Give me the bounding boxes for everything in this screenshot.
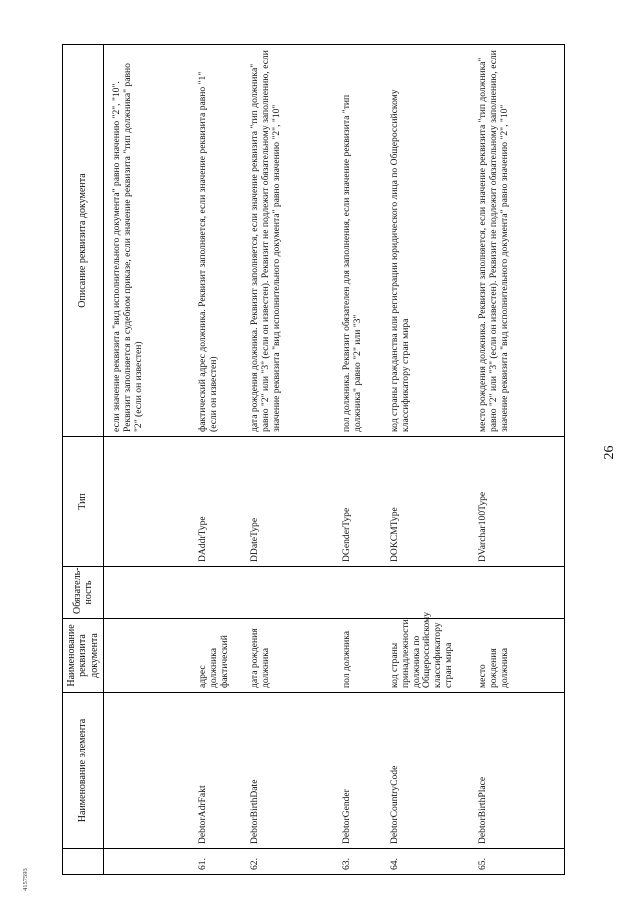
requisite-name: пол должника [340,619,388,693]
required-flag [340,567,388,619]
requisite-name: дата рождения должника [248,619,340,693]
type-name: DVarchar100Type [476,437,564,567]
header-required: Обязатель-ность [63,567,104,619]
row-number [110,849,196,875]
requisite-description: фактический адрес должника. Реквизит заполняется, если значение реквизита равно "1" (если он известен) [196,45,248,437]
row-number: 65. [476,849,564,875]
table-row [196,45,248,875]
type-name: DDateType [248,437,340,567]
type-name: DAddrType [196,437,248,567]
row-number: 61. [196,849,248,875]
requisite-description: пол должника. Реквизит обязателен для заполнения, если значение реквизита "тип должника" равно "2" или "3" [340,45,388,437]
header-element: Наименование элемента [63,693,104,849]
requisite-description: если значение реквизита "вид исполнительного документа" равно значению "2", "10". Реквизит заполняется в судебном приказе, если значение реквизита "тип должника" равно "2" (если он известен) [110,45,196,437]
element-name: DebtorGender [340,693,388,849]
element-name: DebtorCountryCode [388,693,476,849]
requisite-name: адрес должника фактический [196,619,248,693]
requisite-name [110,619,196,693]
header-num [63,849,104,875]
header-type: Тип [63,437,104,567]
requisite-description: дата рождения должника. Реквизит заполняется, если значение реквизита "тип должника" равно "2" или "3" (если он известен). Реквизит не подлежит обязательному заполнению, если значение реквизита "вид исполнительного документа" равно значению "2", "10" [248,45,340,437]
requisite-name: код страны принадлежности должника по Общероссийскому классификатору стран мира [388,619,476,693]
row-number: 64. [388,849,476,875]
page-number: 26 [602,445,617,460]
type-name: DGenderType [340,437,388,567]
required-flag [110,567,196,619]
table-row [388,45,476,875]
element-name: DebtorBirthPlace [476,693,564,849]
required-flag [248,567,340,619]
row-number: 63. [340,849,388,875]
row-number: 62. [248,849,340,875]
table-row [110,45,196,875]
table-row [476,45,564,875]
header-name: Наименование реквизита документа [63,619,104,693]
requisites-table [62,44,565,875]
requisite-description: место рождения должника. Реквизит заполняется, если значение реквизита "тип должника" равно "2" или "3" (если он известен). Реквизит не подлежит обязательному заполнению, если значение реквизита "вид исполнительного документа" равно значению "2", "10" [476,45,564,437]
table-row [248,45,340,875]
requisite-description: код страны гражданства или регистрации юридического лица по Общероссийскому классификатору стран мира [388,45,476,437]
required-flag [476,567,564,619]
header-description: Описание реквизита документа [63,45,104,437]
requisite-name: место рождения должника [476,619,564,693]
element-name: DebtorAdrFakt [196,693,248,849]
element-name [110,693,196,849]
element-name: DebtorBirthDate [248,693,340,849]
required-flag [388,567,476,619]
table-header-row [63,45,104,875]
type-name [110,437,196,567]
required-flag [196,567,248,619]
document-id: 4157593 [22,868,29,891]
type-name: DOKCMType [388,437,476,567]
table-row [340,45,388,875]
